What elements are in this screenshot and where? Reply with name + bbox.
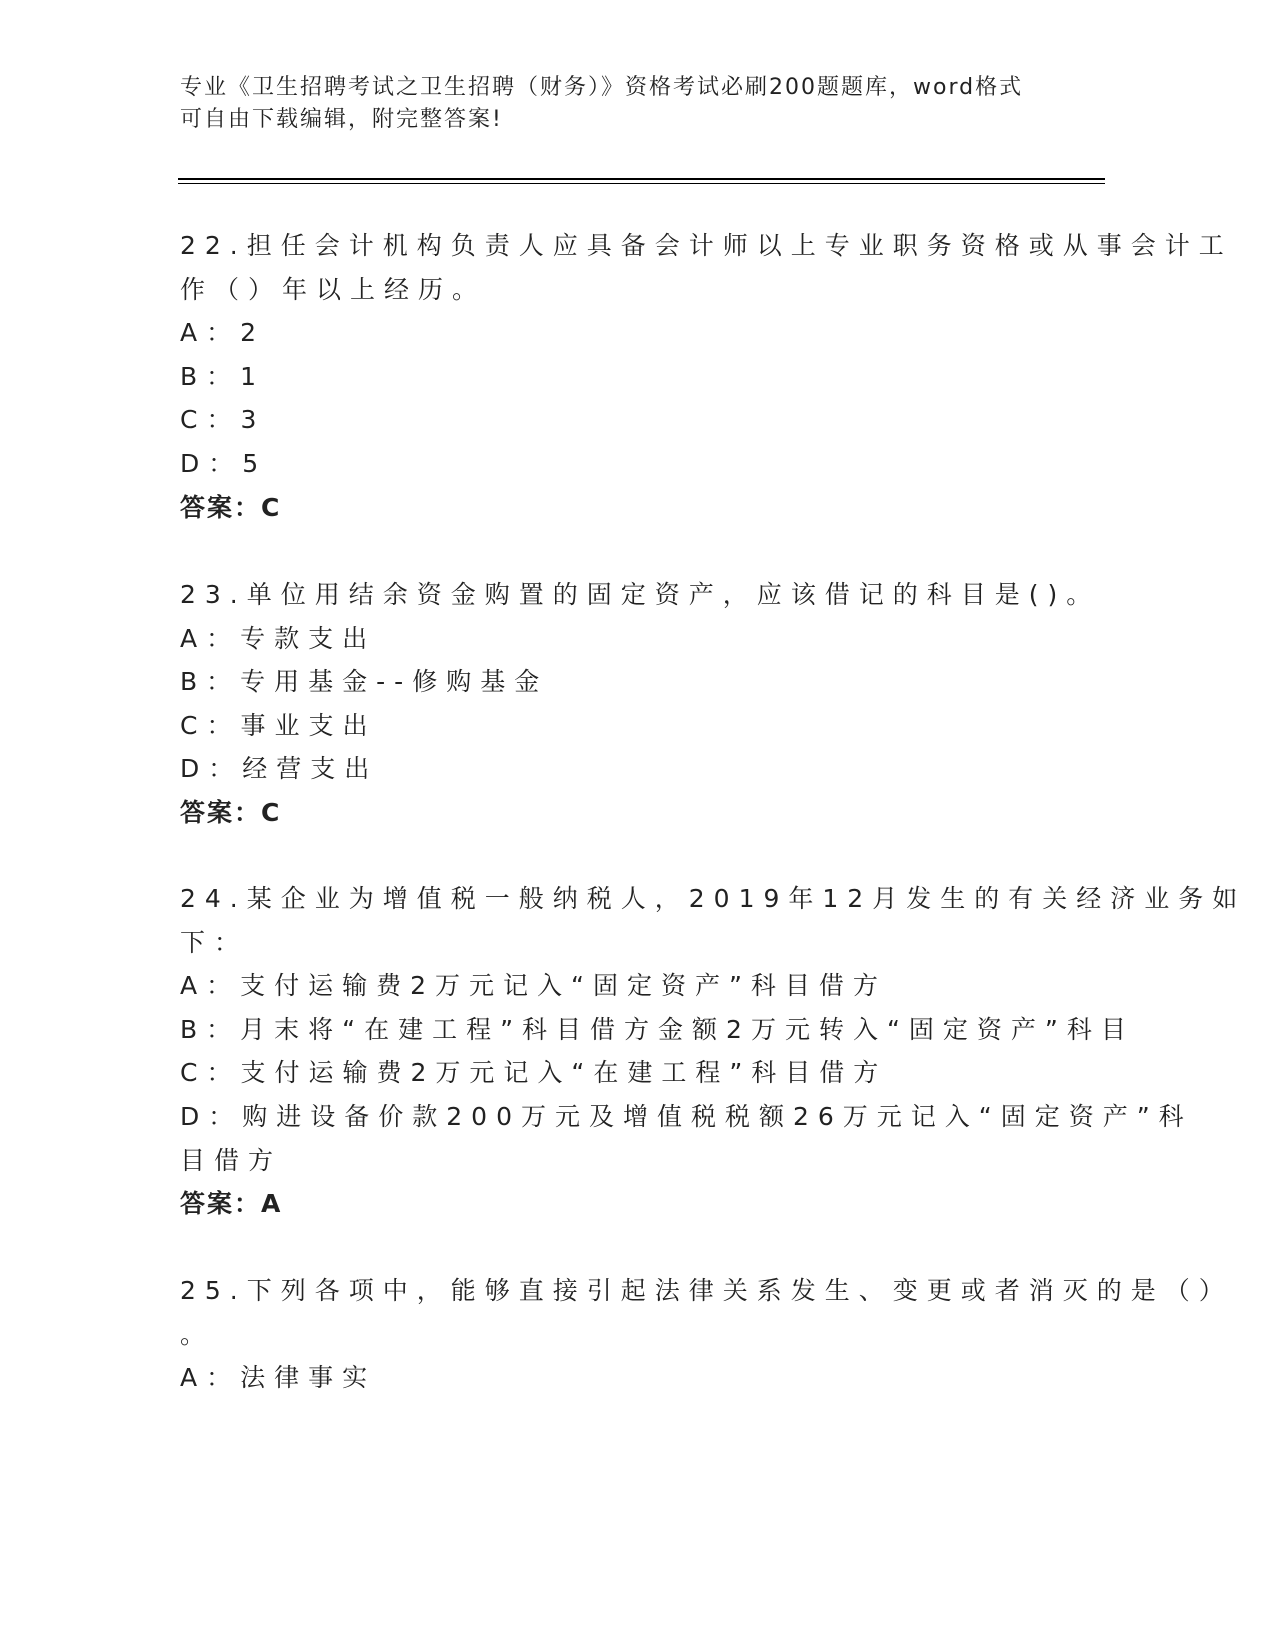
option-b: B：月末将“在建工程”科目借方金额2万元转入“固定资产”科目	[180, 1014, 1135, 1044]
answer: 答案：C	[180, 797, 282, 827]
option-b: B：专用基金--修购基金	[180, 667, 549, 697]
option-c: C：事业支出	[180, 710, 377, 740]
option-d: D：购进设备价款200万元及增值税税额26万元记入“固定资产”科	[180, 1101, 1193, 1131]
question-text: 。	[180, 1319, 215, 1349]
document-header	[180, 72, 1023, 136]
option-a: A：专款支出	[180, 623, 377, 653]
option-b: B：1	[180, 361, 266, 391]
answer: 答案：C	[180, 492, 282, 522]
question-22	[180, 224, 1233, 529]
question-text: 作（）年以上经历。	[180, 274, 487, 304]
option-d-cont: 目借方	[180, 1145, 283, 1175]
question-24	[180, 877, 1246, 1226]
option-c: C：支付运输费2万元记入“在建工程”科目借方	[180, 1058, 888, 1088]
question-text: 22.担任会计机构负责人应具备会计师以上专业职务资格或从事会计工	[180, 231, 1233, 260]
question-23	[180, 573, 1100, 835]
question-text: 24.某企业为增值税一般纳税人，2019年12月发生的有关经济业务如	[180, 884, 1247, 913]
option-a: A：法律事实	[180, 1363, 377, 1393]
option-c: C：3	[180, 405, 266, 435]
header-line: 可自由下载编辑，附完整答案!	[180, 107, 503, 132]
question-text: 25.下列各项中，能够直接引起法律关系发生、变更或者消灭的是（）	[180, 1276, 1233, 1305]
question-text: 23.单位用结余资金购置的固定资产，应该借记的科目是()。	[180, 580, 1101, 609]
answer: 答案：A	[180, 1189, 283, 1219]
header-divider-thin	[178, 183, 1105, 184]
question-text: 下：	[180, 927, 249, 957]
option-a: A：2	[180, 318, 266, 348]
option-a: A：支付运输费2万元记入“固定资产”科目借方	[180, 971, 887, 1001]
header-line: 专业《卫生招聘考试之卫生招聘（财务）》资格考试必刷200题题库，word格式	[180, 75, 1024, 100]
header-divider	[178, 178, 1105, 180]
option-d: D：经营支出	[180, 754, 379, 784]
option-d: D：5	[180, 448, 268, 478]
question-25	[180, 1269, 1233, 1400]
